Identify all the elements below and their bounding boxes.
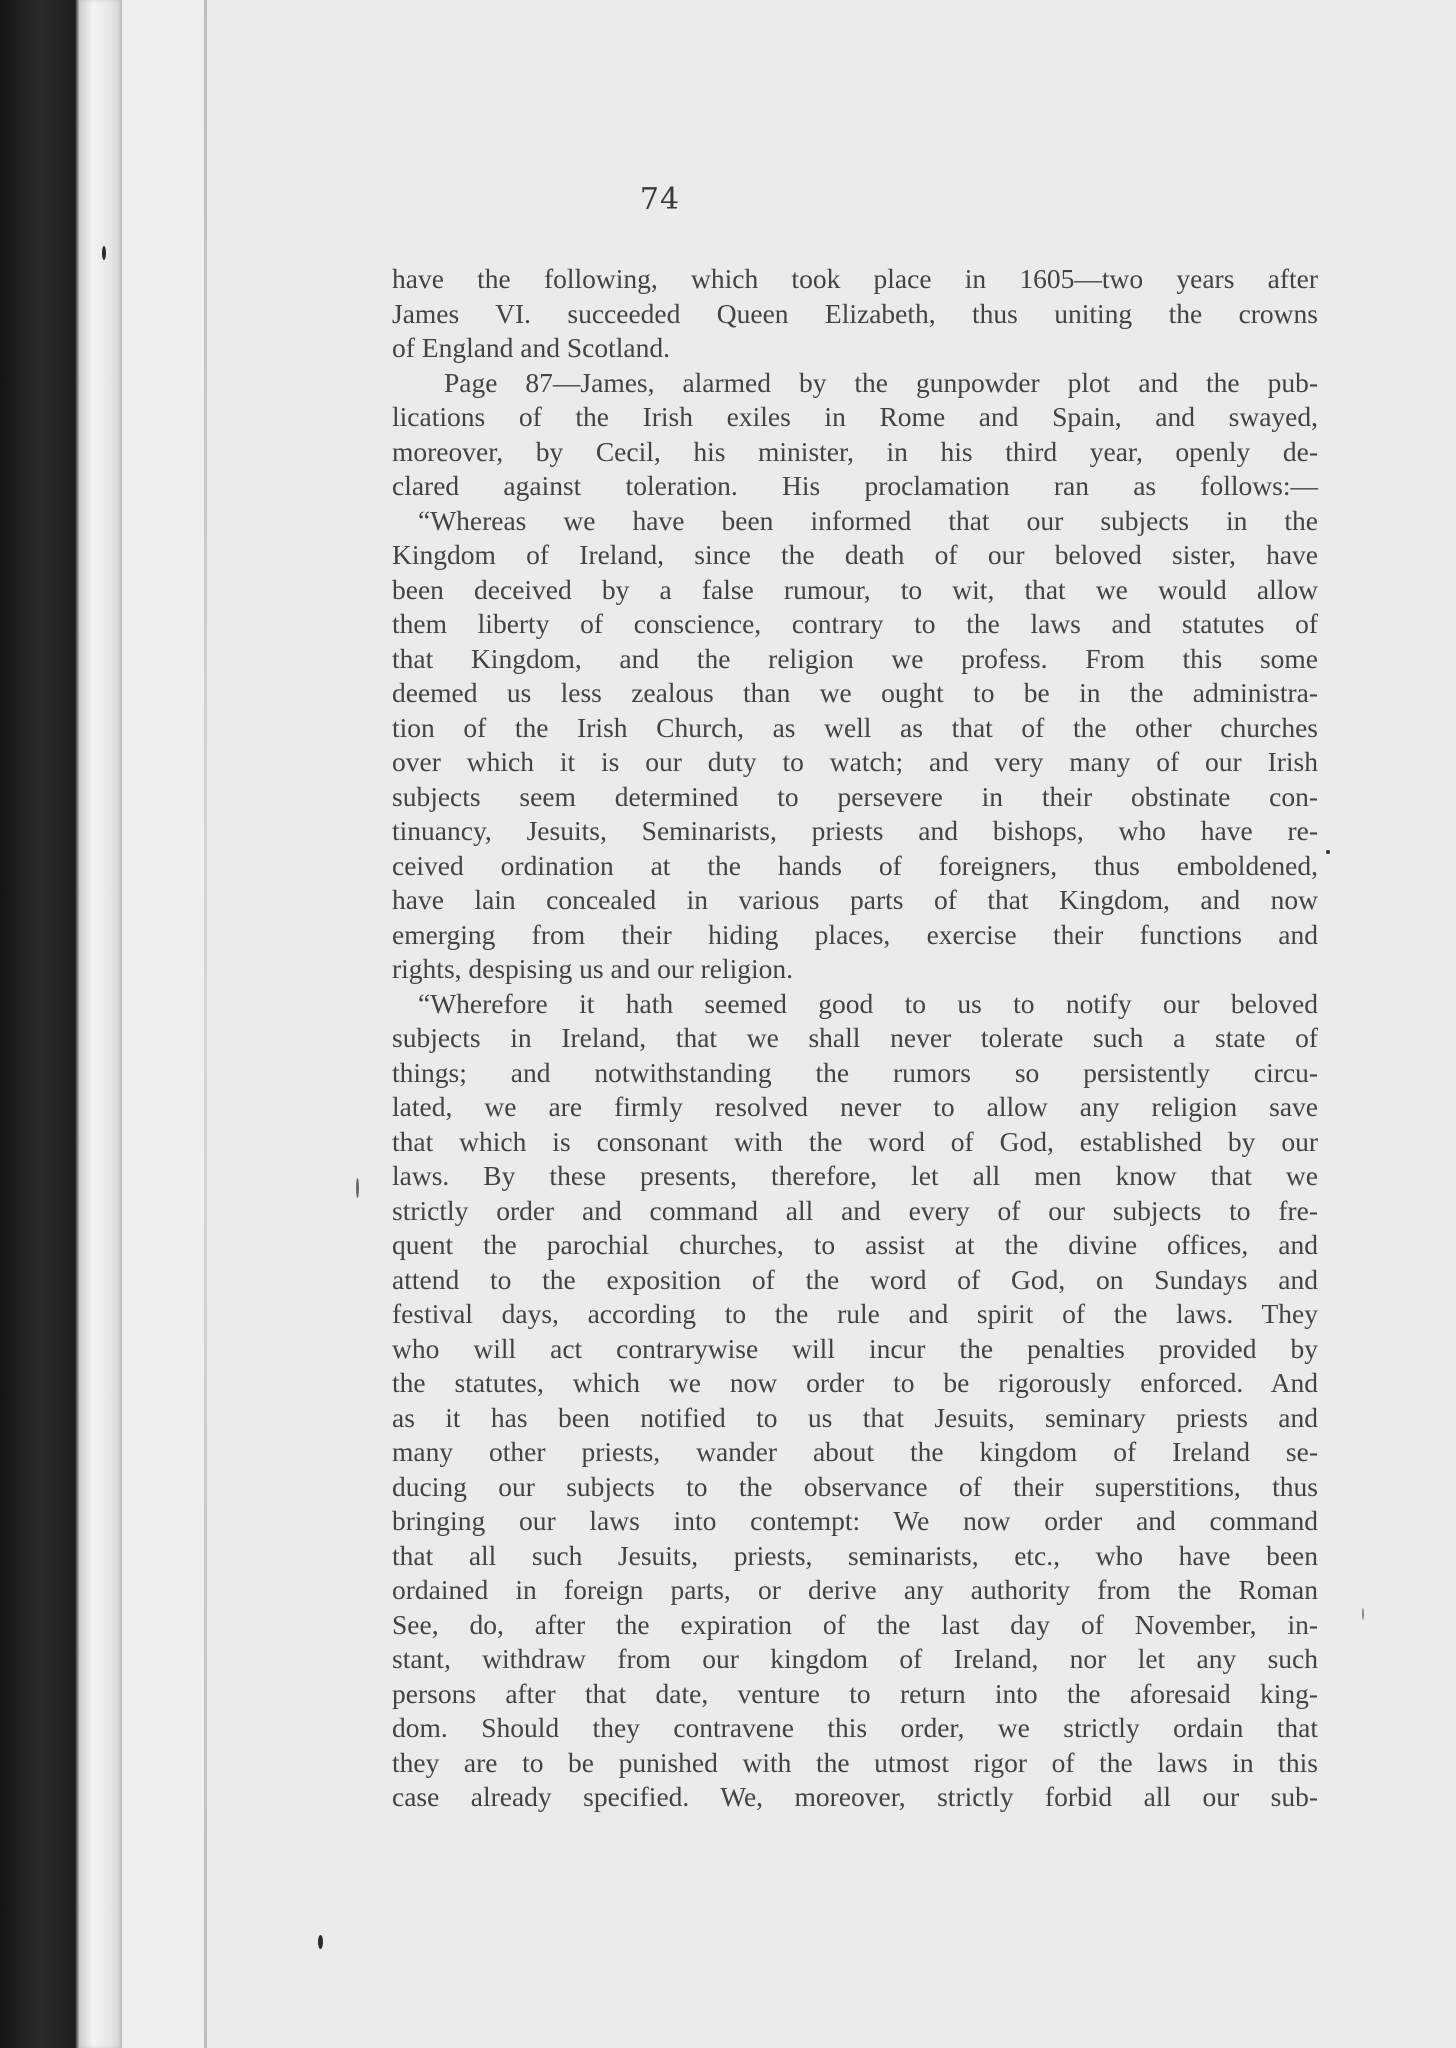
text-line: the statutes, which we now order to be rigorously enforced. And bbox=[392, 1367, 1318, 1398]
text-line: rights, despising us and our religion. bbox=[392, 953, 794, 984]
text-line: subjects seem determined to persevere in their obstinate con- bbox=[392, 780, 1318, 812]
text-line: case already specified. We, moreover, strictly forbid all our sub- bbox=[392, 1781, 1318, 1812]
text-line: of England and Scotland. bbox=[392, 332, 670, 363]
text-line: “Whereas we have been informed that our subjects in the bbox=[418, 504, 1318, 536]
page-gutter-line bbox=[204, 0, 207, 2048]
text-line: moreover, by Cecil, his minister, in his third year, openly de- bbox=[392, 435, 1318, 467]
text-line: quent the parochial churches, to assist at the divine offices, and bbox=[392, 1229, 1318, 1260]
text-line: “Wherefore it hath seemed good to us to notify our beloved bbox=[418, 987, 1318, 1019]
text-line: over which it is our duty to watch; and very many of our Irish bbox=[392, 746, 1318, 777]
text-line: deemed us less zealous than we ought to be in the administra- bbox=[392, 677, 1318, 708]
body-text bbox=[392, 262, 1318, 1815]
text-line: emerging from their hiding places, exercise their functions and bbox=[392, 918, 1318, 950]
ink-speck bbox=[356, 1178, 359, 1198]
text-line: See, do, after the expiration of the last day of November, in- bbox=[392, 1608, 1318, 1640]
text-line: been deceived by a false rumour, to wit, that we would allow bbox=[392, 573, 1318, 605]
book-fore-edge bbox=[80, 0, 122, 2048]
text-line: bringing our laws into contempt: We now order and command bbox=[392, 1505, 1318, 1536]
text-line: strictly order and command all and every of our subjects to fre- bbox=[392, 1194, 1318, 1226]
text-line: clared against toleration. His proclamation ran as follows:— bbox=[392, 470, 1318, 501]
ink-speck bbox=[318, 1935, 323, 1949]
text-line: that which is consonant with the word of God, established by our bbox=[392, 1125, 1318, 1157]
text-line: ordained in foreign parts, or derive any authority from the Roman bbox=[392, 1574, 1318, 1605]
text-line: things; and notwithstanding the rumors so persistently circu- bbox=[392, 1056, 1318, 1088]
text-line: ceived ordination at the hands of foreigners, thus emboldened, bbox=[392, 849, 1318, 881]
ink-speck bbox=[1326, 850, 1330, 854]
ink-speck bbox=[102, 246, 106, 260]
ink-speck bbox=[1362, 1608, 1364, 1620]
text-line: tinuancy, Jesuits, Seminarists, priests and bishops, who have re- bbox=[392, 815, 1318, 846]
text-line: who will act contrarywise will incur the penalties provided by bbox=[392, 1332, 1318, 1364]
text-line: Kingdom of Ireland, since the death of our beloved sister, have bbox=[392, 539, 1318, 570]
text-line: subjects in Ireland, that we shall never tolerate such a state of bbox=[392, 1022, 1318, 1053]
text-line: laws. By these presents, therefore, let all men know that we bbox=[392, 1160, 1318, 1191]
text-line: James VI. succeeded Queen Elizabeth, thus uniting the crowns bbox=[392, 297, 1318, 329]
text-line: persons after that date, venture to return into the aforesaid king- bbox=[392, 1677, 1318, 1709]
text-line: dom. Should they contravene this order, we strictly ordain that bbox=[392, 1712, 1318, 1743]
text-line: they are to be punished with the utmost rigor of the laws in this bbox=[392, 1746, 1318, 1778]
text-line: attend to the exposition of the word of God, on Sundays and bbox=[392, 1263, 1318, 1295]
text-line: them liberty of conscience, contrary to the laws and statutes of bbox=[392, 608, 1318, 639]
text-line: tion of the Irish Church, as well as that of the other churches bbox=[392, 711, 1318, 743]
text-line: stant, withdraw from our kingdom of Ireland, nor let any such bbox=[392, 1643, 1318, 1674]
page-number: 74 bbox=[639, 182, 681, 217]
text-line: lications of the Irish exiles in Rome and Spain, and swayed, bbox=[392, 401, 1318, 432]
text-line: lated, we are firmly resolved never to allow any religion save bbox=[392, 1091, 1318, 1122]
text-line: many other priests, wander about the kingdom of Ireland se- bbox=[392, 1436, 1318, 1467]
text-line: festival days, according to the rule and spirit of the laws. They bbox=[392, 1298, 1318, 1329]
text-line: have lain concealed in various parts of that Kingdom, and now bbox=[392, 884, 1318, 915]
text-line: have the following, which took place in 1605—two years after bbox=[392, 263, 1318, 294]
text-line: that Kingdom, and the religion we profess. From this some bbox=[392, 642, 1318, 674]
text-line: that all such Jesuits, priests, seminarists, etc., who have been bbox=[392, 1539, 1318, 1571]
text-line: as it has been notified to us that Jesuits, seminary priests and bbox=[392, 1401, 1318, 1433]
text-line: Page 87—James, alarmed by the gunpowder plot and the pub- bbox=[444, 366, 1318, 398]
text-line: ducing our subjects to the observance of their superstitions, thus bbox=[392, 1470, 1318, 1502]
